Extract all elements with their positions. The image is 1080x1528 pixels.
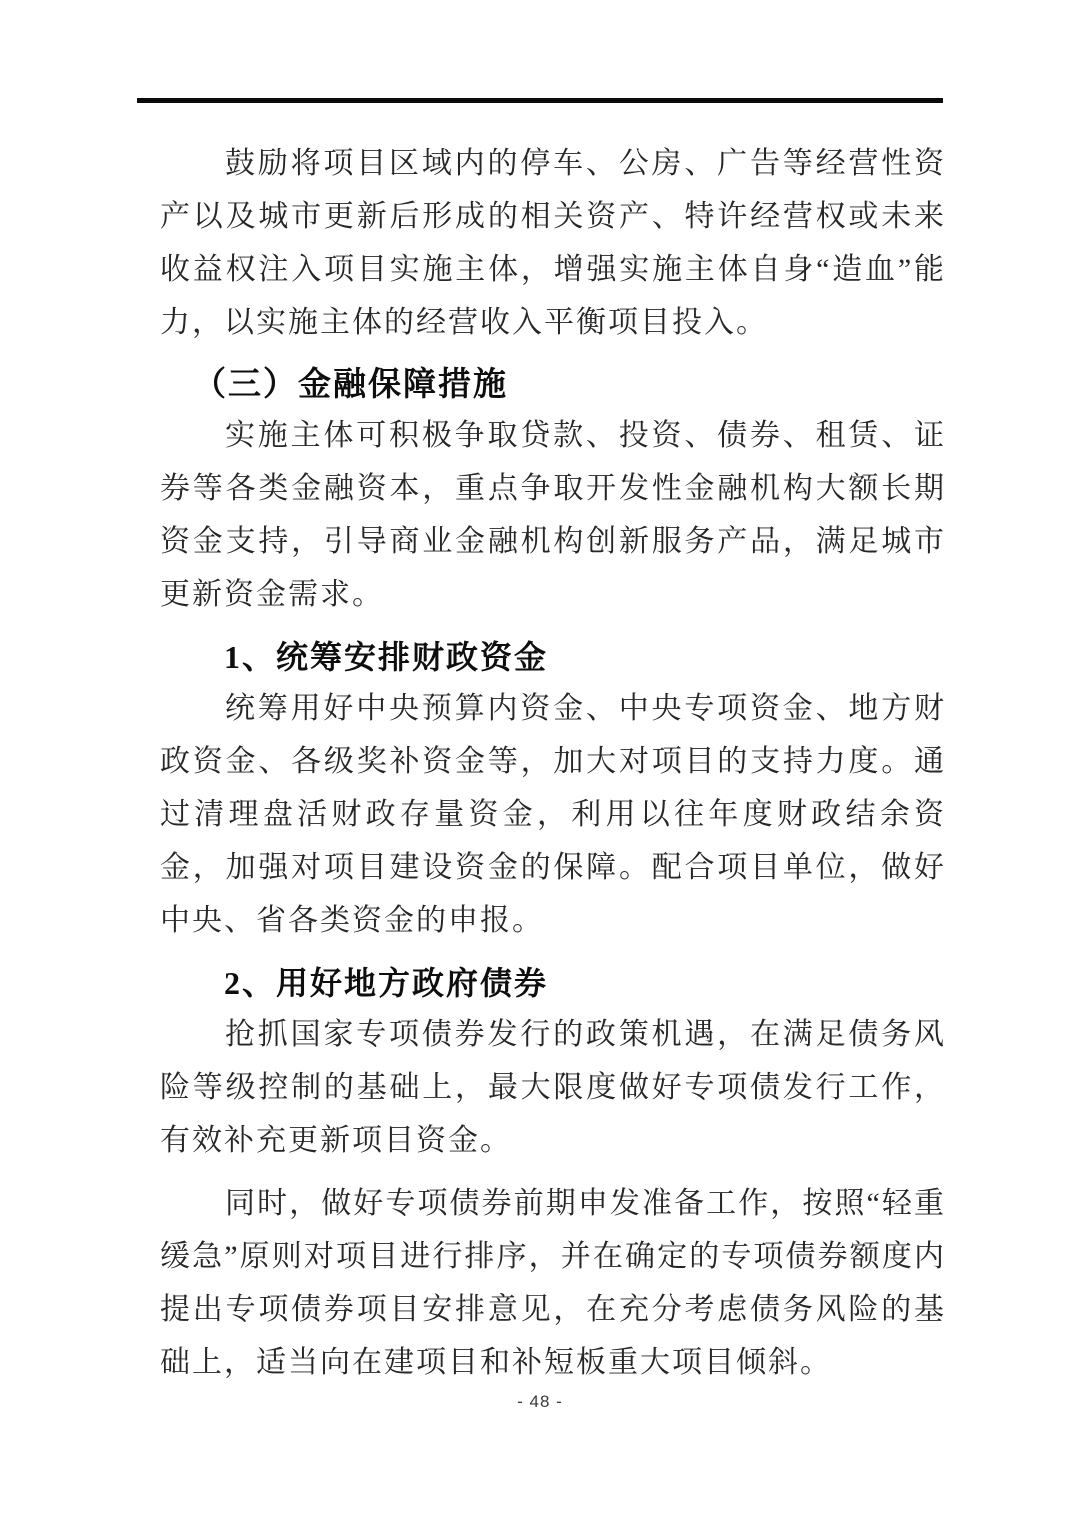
subheading-fiscal-funds: 1、统筹安排财政资金 [224, 639, 549, 675]
paragraph-financial-capital: 实施主体可积极争取贷款、投资、债券、租赁、证券等各类金融资本，重点争取开发性金融机构大额长期资金支持，引导商业金融机构创新服务产品，满足城市更新资金需求。 [160, 419, 946, 611]
page-number: - 48 - [517, 1392, 563, 1411]
paragraph-fiscal-funds-detail: 统筹用好中央预算内资金、中央专项资金、地方财政资金、各级奖补资金等，加大对项目的支持力度。通过清理盘活财政存量资金，利用以往年度财政结余资金，加强对项目建设资金的保障。配合项目单位，做好中央、省各类资金的申报。 [160, 692, 946, 937]
page-footer [0, 1392, 1080, 1412]
paragraph-special-bonds-preparation: 同时，做好专项债券前期申发准备工作，按照“轻重缓急”原则对项目进行排序，并在确定的专项债券额度内提出专项债券项目安排意见，在充分考虑债务风险的基础上，适当向在建项目和补短板重大项目倾斜。 [160, 1187, 946, 1379]
paragraph-special-bonds-opportunity: 抢抓国家专项债券发行的政策机遇，在满足债务风险等级控制的基础上，最大限度做好专项债发行工作，有效补充更新项目资金。 [160, 1018, 946, 1157]
section-heading-financial-guarantee: （三）金融保障措施 [193, 367, 508, 403]
document-body [160, 0, 946, 1389]
subheading-local-government-bonds: 2、用好地方政府债券 [224, 965, 549, 1001]
paragraph-operating-assets: 鼓励将项目区域内的停车、公房、广告等经营性资产以及城市更新后形成的相关资产、特许经营权或未来收益权注入项目实施主体，增强实施主体自身“造血”能力，以实施主体的经营收入平衡项目投入。 [160, 147, 946, 339]
